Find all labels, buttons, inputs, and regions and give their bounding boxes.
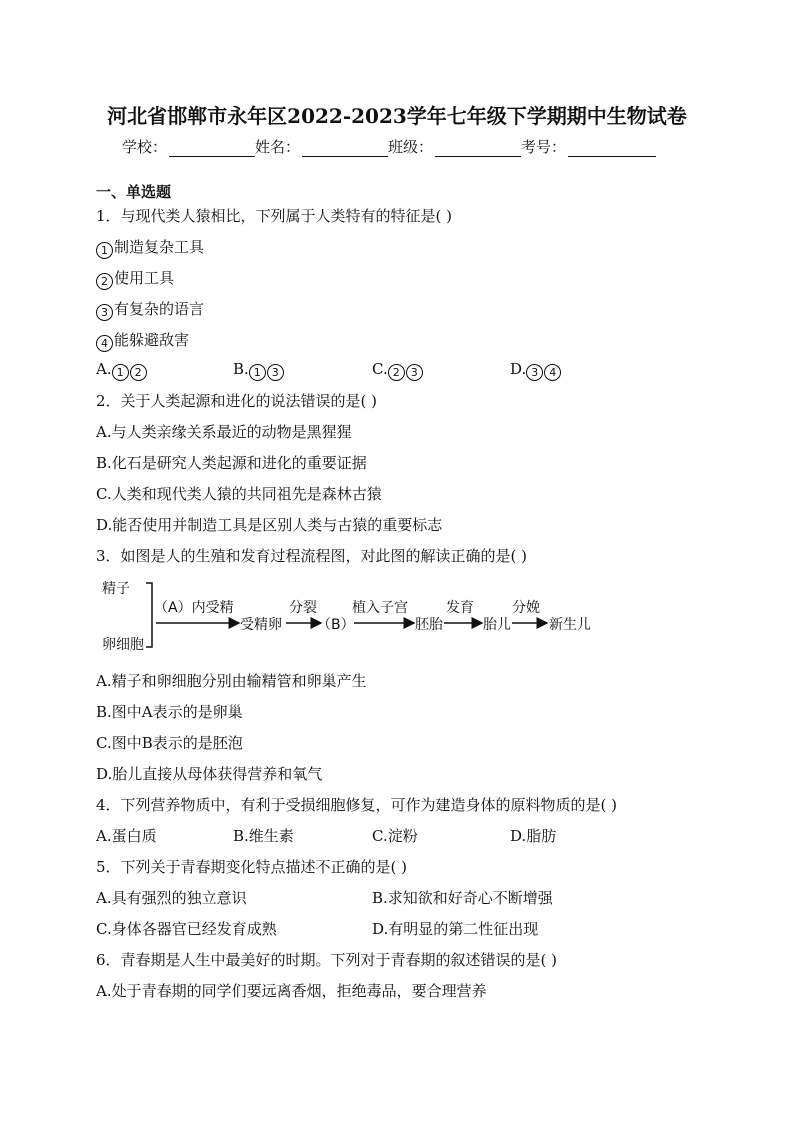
q3-option-d[interactable]: D.胎儿直接从母体获得营养和氧气: [96, 765, 323, 783]
q2-option-a[interactable]: A.与人类亲缘关系最近的动物是黑猩猩: [96, 423, 352, 441]
circled-number-3: 3: [267, 364, 284, 381]
q1-item-2: [96, 267, 174, 290]
q6-option-a[interactable]: A.处于青春期的同学们要远离香烟，拒绝毒品，要合理营养: [96, 982, 487, 1000]
q1-option-a[interactable]: [96, 360, 148, 381]
b-node-label: （B）: [317, 617, 355, 633]
circled-number-3: 3: [526, 364, 543, 381]
q1-option-c[interactable]: [372, 360, 424, 381]
q1-item-4-text: 能躲避敌害: [114, 331, 190, 349]
q4-option-d[interactable]: D.脂肪: [510, 827, 557, 845]
q1-item-3-text: 有复杂的语言: [114, 300, 205, 318]
q2-option-d[interactable]: D.能否使用并制造工具是区别人类与古猿的重要标志: [96, 516, 443, 534]
question-4-stem: 4．下列营养物质中，有利于受损细胞修复，可作为建造身体的原料物质的是( ): [96, 796, 618, 814]
circled-number-2: 2: [96, 273, 113, 290]
fertilized-egg-label: 受精卵: [240, 617, 282, 633]
option-letter: B.: [233, 360, 249, 378]
q2-option-b[interactable]: B.化石是研究人类起源和进化的重要证据: [96, 454, 367, 472]
number-label: 考号：: [521, 138, 567, 156]
flow-diagram-svg: [96, 575, 616, 655]
exam-title: 河北省邯郸市永年区2022-2023学年七年级下学期期中生物试卷: [107, 104, 687, 128]
q5-option-c[interactable]: C.身体各器官已经发育成熟: [96, 920, 277, 938]
question-3-stem: 3．如图是人的生殖和发育过程流程图，对此图的解读正确的是( ): [96, 547, 528, 565]
q3-option-c[interactable]: C.图中B表示的是胚泡: [96, 734, 243, 752]
reproduction-flow-diagram: [96, 575, 616, 655]
option-letter: D.: [510, 360, 527, 378]
question-6-stem: 6．青春期是人生中最美好的时期。下列对于青春期的叙述错误的是( ): [96, 951, 558, 969]
option-letter: C.: [372, 360, 388, 378]
q5-option-a[interactable]: A.具有强烈的独立意识: [96, 889, 247, 907]
q1-option-b[interactable]: [233, 360, 285, 381]
question-2-stem: 2．关于人类起源和进化的说法错误的是( ): [96, 392, 378, 410]
implant-label: 植入子宫: [352, 600, 408, 616]
fetus-label: 胎儿: [483, 617, 511, 633]
egg-label: 卵细胞: [102, 637, 144, 653]
q5-option-d[interactable]: D.有明显的第二性征出现: [372, 920, 539, 938]
q1-option-d[interactable]: [510, 360, 562, 381]
name-label: 姓名：: [255, 138, 301, 156]
circled-number-1: 1: [112, 364, 129, 381]
q1-item-2-text: 使用工具: [114, 269, 175, 287]
number-blank[interactable]: [568, 140, 656, 157]
class-blank[interactable]: [435, 140, 521, 157]
q1-item-3: [96, 298, 204, 321]
circled-number-2: 2: [388, 364, 405, 381]
develop-label: 发育: [446, 600, 474, 616]
q1-item-4: [96, 329, 189, 352]
school-label: 学校：: [122, 138, 168, 156]
birth-label: 分娩: [512, 600, 540, 616]
section-heading: 一、单选题: [96, 183, 172, 201]
sperm-label: 精子: [102, 581, 130, 597]
class-label: 班级：: [388, 138, 434, 156]
question-5-stem: 5．下列关于青春期变化特点描述不正确的是( ): [96, 858, 408, 876]
circled-number-1: 1: [249, 364, 266, 381]
split-label: 分裂: [289, 600, 317, 616]
circled-number-3: 3: [96, 304, 113, 321]
q5-option-b[interactable]: B.求知欲和好奇心不断增强: [372, 889, 553, 907]
circled-number-1: 1: [96, 242, 113, 259]
name-blank[interactable]: [302, 140, 388, 157]
school-blank[interactable]: [169, 140, 255, 157]
q4-option-a[interactable]: A.蛋白质: [96, 827, 157, 845]
newborn-label: 新生儿: [549, 617, 591, 633]
student-info-row: [122, 136, 656, 157]
circled-number-4: 4: [96, 335, 113, 352]
question-1-stem: 1．与现代类人猿相比，下列属于人类特有的特征是( ): [96, 207, 453, 225]
a-label: （A）内受精: [154, 600, 234, 616]
circled-number-2: 2: [130, 364, 147, 381]
q2-option-c[interactable]: C.人类和现代类人猿的共同祖先是森林古猿: [96, 485, 382, 503]
q3-option-a[interactable]: A.精子和卵细胞分别由输精管和卵巢产生: [96, 672, 367, 690]
embryo-label: 胚胎: [415, 617, 443, 633]
merge-bracket: [146, 583, 152, 647]
q3-option-b[interactable]: B.图中A表示的是卵巢: [96, 703, 243, 721]
q4-option-b[interactable]: B.维生素: [233, 827, 294, 845]
circled-number-4: 4: [544, 364, 561, 381]
circled-number-3: 3: [406, 364, 423, 381]
option-letter: A.: [96, 360, 112, 378]
q1-item-1-text: 制造复杂工具: [114, 238, 205, 256]
q1-item-1: [96, 236, 204, 259]
q4-option-c[interactable]: C.淀粉: [372, 827, 418, 845]
